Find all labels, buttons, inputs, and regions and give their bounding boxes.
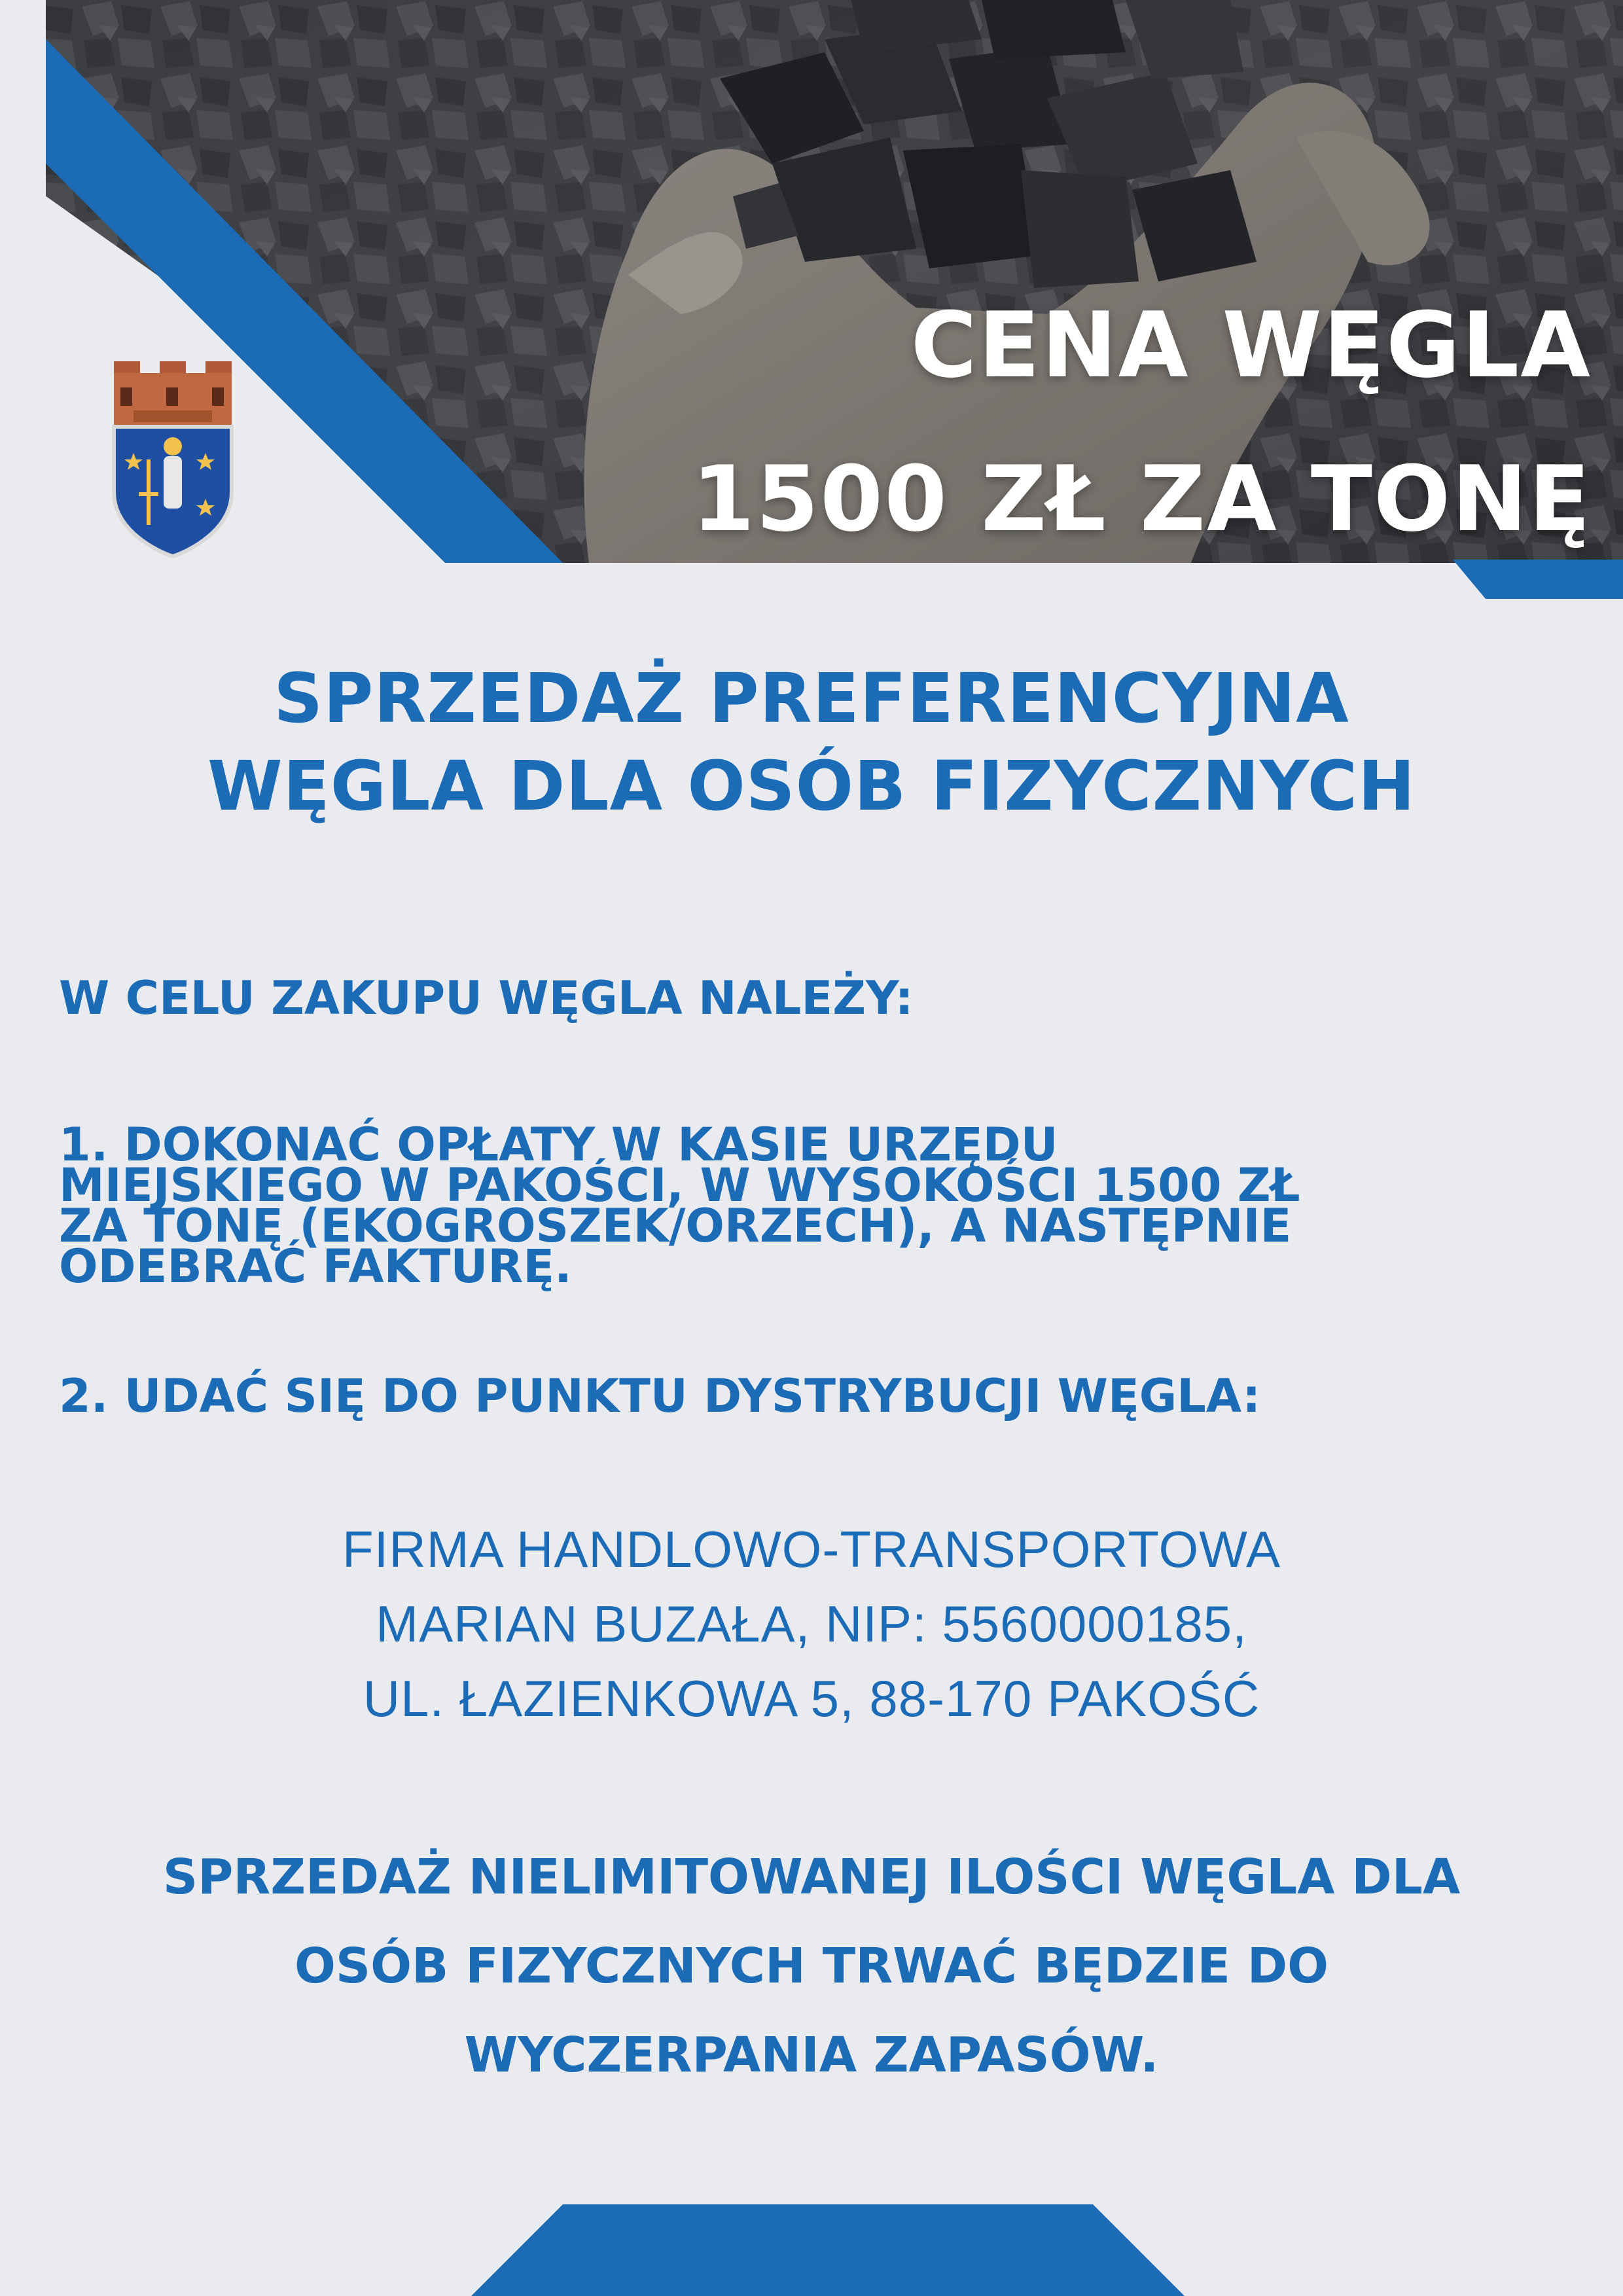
headline-line2: WĘGLA DLA OSÓB FIZYCZNYCH (207, 746, 1416, 826)
step1-line: MIEJSKIEGO W PAKOŚCI, W WYSOKOŚCI 1500 ZŁ (59, 1158, 1300, 1212)
distributor-address (0, 1512, 1623, 1736)
step1-line: 1. DOKONAĆ OPŁATY W KASIE URZĘDU (59, 1118, 1058, 1172)
hero-title-line2: 1500 ZŁ ZA TONĘ (692, 446, 1592, 552)
instruction-step-1 (59, 1118, 1577, 1293)
instructions-lead: W CELU ZAKUPU WĘGLA NALEŻY: (59, 971, 914, 1025)
instruction-step-2: 2. UDAĆ SIĘ DO PUNKTU DYSTRYBUCJI WĘGLA: (59, 1369, 1261, 1423)
bottom-accent-shape (0, 2204, 1623, 2296)
step1-line: ZA TONĘ (EKOGROSZEK/ORZECH), A NASTĘPNIE (59, 1199, 1292, 1253)
distributor-line2: MARIAN BUZAŁA, NIP: 5560000185, (376, 1595, 1247, 1653)
headline-line1: SPRZEDAŻ PREFERENCYJNA (274, 658, 1349, 738)
step1-line: ODEBRAĆ FAKTURĘ. (59, 1240, 572, 1293)
left-diagonal-stripe (0, 0, 589, 569)
closing-line3: WYCZERPANIA ZAPASÓW. (464, 2027, 1159, 2083)
distributor-line3: UL. ŁAZIENKOWA 5, 88-170 PAKOŚĆ (363, 1670, 1260, 1727)
closing-line2: OSÓB FIZYCZNYCH TRWAĆ BĘDZIE DO (294, 1938, 1329, 1994)
hero-price-title (692, 268, 1592, 576)
closing-line1: SPRZEDAŻ NIELIMITOWANEJ ILOŚCI WĘGLA DLA (162, 1849, 1461, 1905)
town-coat-of-arms-icon (107, 361, 238, 558)
distributor-line1: FIRMA HANDLOWO-TRANSPORTOWA (342, 1520, 1281, 1578)
closing-note (0, 1833, 1623, 2100)
purchase-instructions (59, 969, 1577, 1423)
hero-title-line1: CENA WĘGLA (910, 293, 1592, 398)
page-headline (0, 655, 1623, 830)
